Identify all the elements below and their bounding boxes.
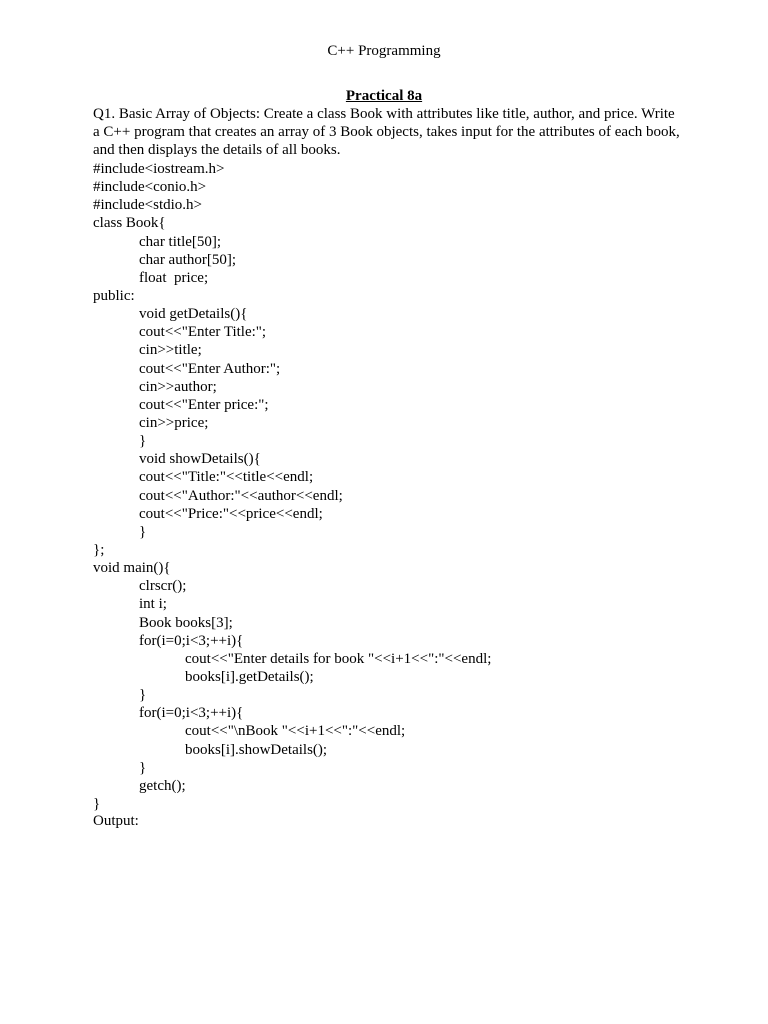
code-line: for(i=0;i<3;++i){ xyxy=(139,705,244,722)
output-label: Output: xyxy=(93,813,139,829)
code-line: cout<<"\nBook "<<i+1<<":"<<endl; xyxy=(185,723,406,740)
code-line: void main(){ xyxy=(93,560,171,577)
code-line: } xyxy=(139,687,147,704)
code-line: cout<<"Enter price:"; xyxy=(139,396,269,413)
code-line: cout<<"Price:"<<price<<endl; xyxy=(139,505,323,522)
code-line: books[i].showDetails(); xyxy=(185,741,328,758)
code-line: cout<<"Enter Author:"; xyxy=(139,360,281,377)
code-listing xyxy=(93,160,693,813)
code-line: #include<conio.h> xyxy=(93,179,207,196)
code-line: char title[50]; xyxy=(139,233,222,250)
code-line: } xyxy=(93,795,101,812)
code-line: cin>>title; xyxy=(139,342,202,359)
code-line: cin>>author; xyxy=(139,378,217,395)
code-line: clrscr(); xyxy=(139,578,187,595)
page-title: Practical 8a xyxy=(345,88,423,104)
code-line: class Book{ xyxy=(93,215,166,232)
code-line: getch(); xyxy=(139,777,186,794)
code-line: books[i].getDetails(); xyxy=(185,668,314,685)
code-line: cout<<"Enter details for book "<<i+1<<":"<<endl; xyxy=(185,650,492,667)
code-line: void getDetails(){ xyxy=(139,306,248,323)
code-line: for(i=0;i<3;++i){ xyxy=(139,632,244,649)
code-line: #include<stdio.h> xyxy=(93,197,202,214)
code-line: char author[50]; xyxy=(139,251,237,268)
page-header: C++ Programming xyxy=(327,43,441,59)
code-line: public: xyxy=(93,287,135,304)
code-line: } xyxy=(139,759,147,776)
code-line: cout<<"Author:"<<author<<endl; xyxy=(139,487,343,504)
code-line: float price; xyxy=(139,269,209,286)
code-line: cin>>price; xyxy=(139,414,209,431)
code-line: #include<iostream.h> xyxy=(93,161,225,177)
code-line: void showDetails(){ xyxy=(139,451,261,468)
code-line: } xyxy=(139,523,147,540)
code-line: Book books[3]; xyxy=(139,614,233,631)
code-line: int i; xyxy=(139,596,167,613)
question-text: Q1. Basic Array of Objects: Create a class Book with attributes like title, author, and price. Write a C++ program that creates an array of 3 Book objects, takes input for the attributes of each book, and then displays the details of all books. xyxy=(93,106,680,159)
code-line: }; xyxy=(93,541,105,558)
code-line: cout<<"Enter Title:"; xyxy=(139,324,267,341)
code-line: } xyxy=(139,433,147,450)
code-line: cout<<"Title:"<<title<<endl; xyxy=(139,469,314,486)
